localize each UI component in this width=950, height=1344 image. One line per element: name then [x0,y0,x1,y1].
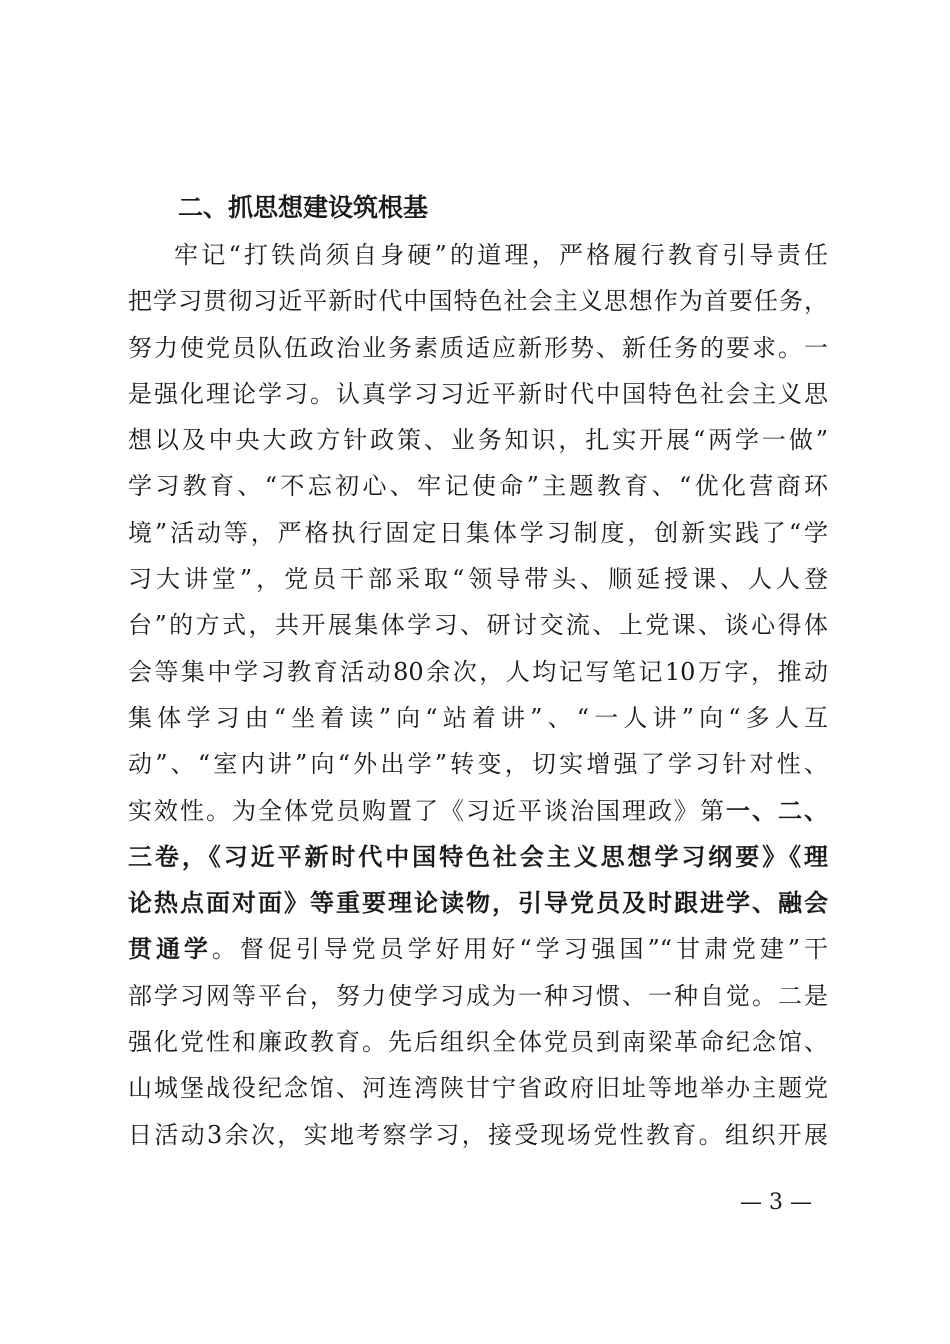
text-line: 学习教育、“不忘初心、牢记使命”主题教育、“优化营商环 [128,472,828,501]
text-line: 把学习贯彻习近平新时代中国特色社会主义思想作为首要任务， [128,287,828,316]
bold-text-segment: 一、二、 [726,796,828,825]
text-line: 是强化理论学习。认真学习习近平新时代中国特色社会主义思 [128,379,828,408]
text-line: 集体学习由“坐着读”向“站着讲”、“一人讲”向“多人互 [128,703,828,732]
text-segment: 实效性。为全体党员购置了《习近平谈治国理政》第 [128,796,726,825]
text-line: 日活动3余次，实地考察学习，接受现场党性教育。组织开展 [128,1120,828,1149]
body-text [128,232,828,1158]
text-line: 想以及中央大政方针政策、业务知识，扎实开展“两学一做” [128,426,828,455]
bold-text-line: 三卷，《习近平新时代中国特色社会主义思想学习纲要》《理 [128,842,828,871]
section-heading: 二、抓思想建设筑根基 [178,193,429,222]
text-line [128,926,828,972]
text-line: 境”活动等，严格执行固定日集体学习制度，创新实践了“学 [128,518,828,547]
text-line [128,788,828,834]
text-line: 山城堡战役纪念馆、河连湾陕甘宁省政府旧址等地举办主题党 [128,1074,828,1103]
bold-text-line: 论热点面对面》等重要理论读物，引导党员及时跟进学、融会 [128,889,828,918]
page-number: — 3 — [740,1190,812,1215]
text-line: 部学习网等平台，努力使学习成为一种习惯、一种自觉。二是 [128,981,828,1010]
text-line: 会等集中学习教育活动80余次，人均记写笔记10万字，推动 [128,657,828,686]
bold-text-segment: 贯通学 [128,935,212,964]
text-line: 强化党性和廉政教育。先后组织全体党员到南梁革命纪念馆、 [128,1028,828,1057]
text-line: 动”、“室内讲”向“外出学”转变，切实增强了学习针对性、 [128,750,828,779]
text-line: 牢记“打铁尚须自身硬”的道理，严格履行教育引导责任 [174,241,828,269]
text-line: 习大讲堂”，党员干部采取“领导带头、顺延授课、人人登 [128,565,828,594]
text-line: 努力使党员队伍政治业务素质适应新形势、新任务的要求。一 [128,333,828,362]
text-line: 台”的方式，共开展集体学习、研讨交流、上党课、谈心得体 [128,611,828,640]
text-segment: 。督促引导党员学好用好“学习强国”“甘肃党建”干 [211,935,829,964]
